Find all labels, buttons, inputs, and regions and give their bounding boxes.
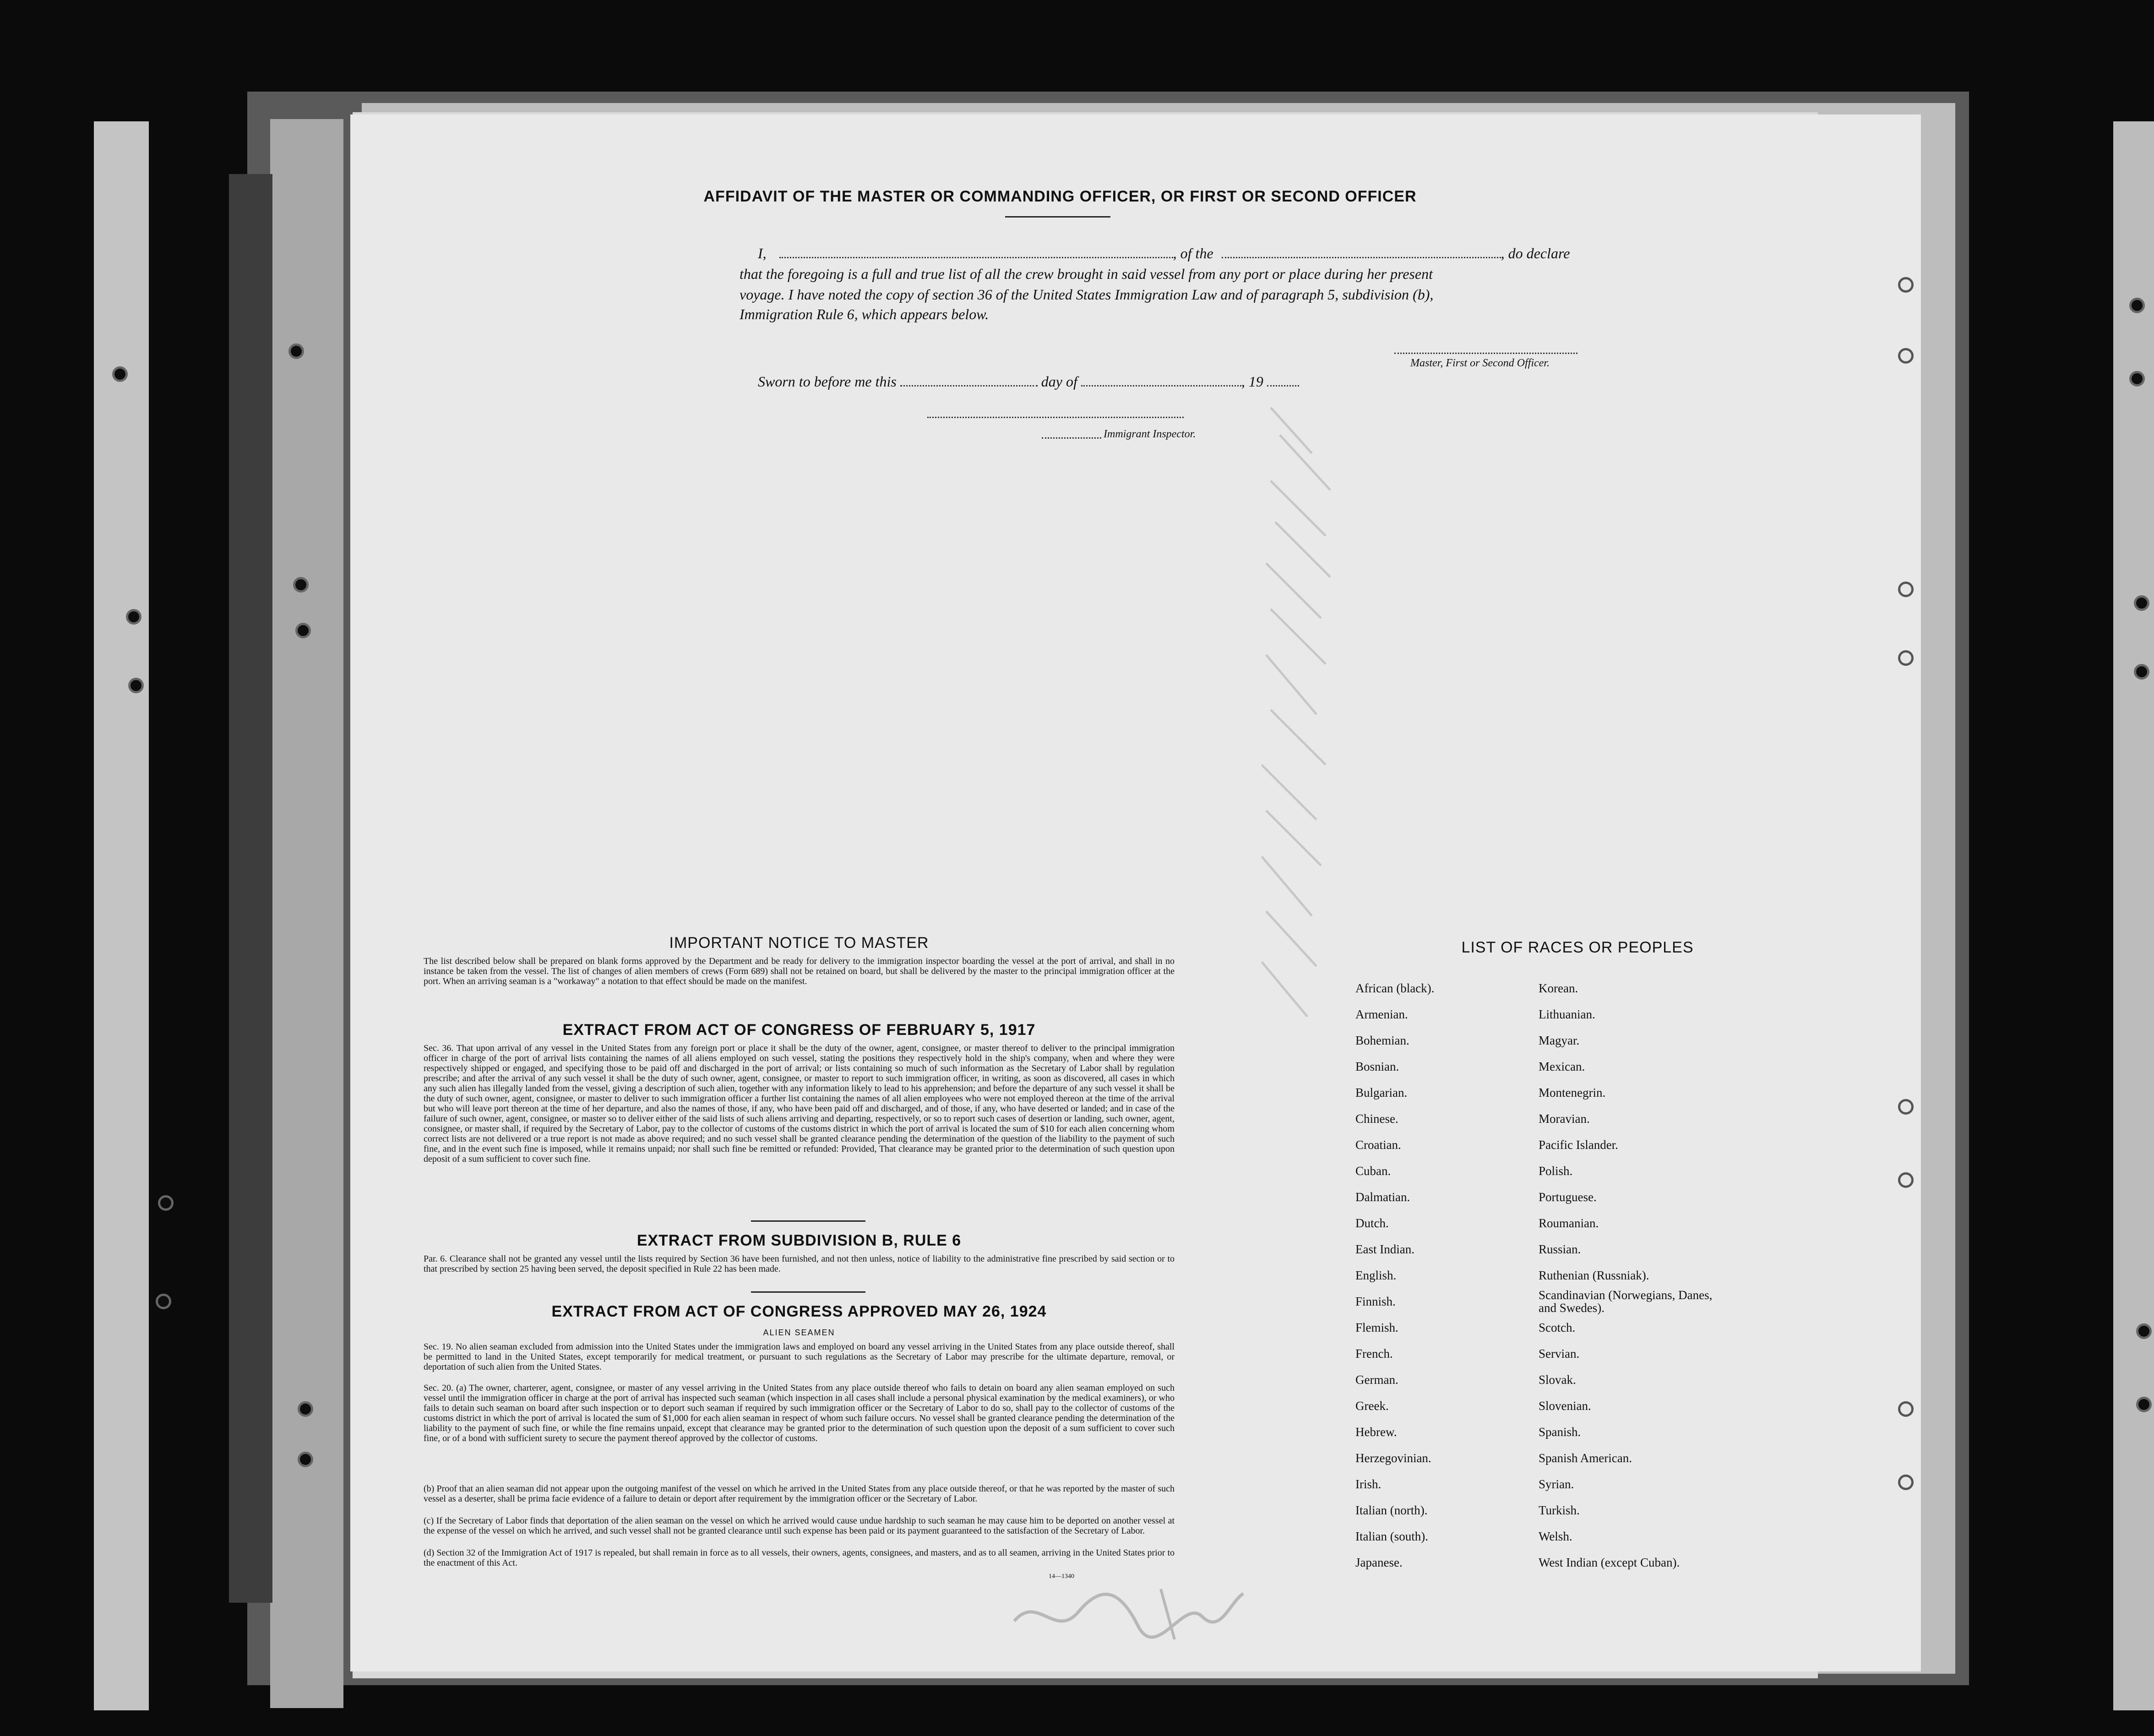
race-item: Welsh. xyxy=(1539,1529,1572,1543)
race-item: Armenian. xyxy=(1355,1007,1408,1021)
race-item: Russian. xyxy=(1539,1242,1581,1256)
punch-hole xyxy=(298,1452,313,1467)
race-item: West Indian (except Cuban). xyxy=(1539,1556,1680,1569)
name-blank-field[interactable] xyxy=(779,257,1173,258)
races-right-column xyxy=(1539,975,1722,1576)
act-1917-text: Sec. 36. That upon arrival of any vessel in the United States from any foreign port or place it shall be the duty of the owner, agent, consignee, or master thereof to deliver to the principal immigration officer in charge of the port of arrival lists containing the names of all aliens employed on such vessel, stating the positions they respectively hold in the ship's company, when and where they were respectively shipped or engaged, and specifying those to be paid off and discharged in the port of arrival; or lists containing so much of such information as the Secretary of Labor shall by regulation prescribe; and after the arrival of any such vessel it shall be the duty of such owner, agent, consignee, or master to report to such immigration officer, in writing, as soon as discovered, all cases in which any such alien has illegally landed from the vessel, giving a description of such alien, together with any information likely to lead to his apprehension; and before the departure of any such vessel it shall be the duty of such owner, agent, consignee, or master to deliver to such immigration officer a further list containing the names of all alien employees who were not employed thereon at the time of the arrival but who will leave port thereon at the time of her departure, and also the names of those, if any, who have been paid off and discharged, and of those, if any, who have deserted or landed; and in case of the failure of such owner, agent, consignee, or master so to deliver either of the said lists of such aliens arriving and departing, respectively, or so to report such cases of desertion or landing, such owner, agent, consignee, or master shall, if required by the Secretary of Labor, pay to the collector of customs of the customs district in which the port of arrival is located the sum of $10 for each alien concerning whom correct lists are not delivered or a true report is not made as above required; and no such vessel shall be granted clearance pending the determination of the question of the liability to the payment of such fine, and in the event such fine is imposed, while it remains unpaid; nor shall such fine be remitted or refunded: Provided, That clearance may be granted prior to the determination of such question upon deposit of a sum sufficient to cover such fine. xyxy=(424,1043,1175,1164)
race-item: Scotch. xyxy=(1539,1321,1576,1334)
inspector-caption: Immigrant Inspector. xyxy=(1104,428,1196,440)
left-strip-outer xyxy=(94,121,149,1710)
signature-line[interactable] xyxy=(1394,353,1577,354)
year-prefix: , 19 xyxy=(1241,373,1263,390)
punch-hole xyxy=(1898,582,1914,597)
document-page xyxy=(350,114,1921,1671)
race-item: Magyar. xyxy=(1539,1034,1580,1047)
race-item: Servian. xyxy=(1539,1347,1580,1361)
sworn-label: Sworn to before me this xyxy=(758,373,897,390)
punch-hole xyxy=(293,577,309,593)
race-item: Croatian. xyxy=(1355,1138,1401,1152)
race-item: English. xyxy=(1355,1268,1397,1282)
subdivision-text: Par. 6. Clearance shall not be granted any vessel until the lists required by Section 36 have been furnished, and not then unless, notice of liability to the administrative fine prescribed by said section or to that prescribed by section 25 having been served, the deposit specified in Rule 22 has been made. xyxy=(424,1254,1175,1274)
race-item: Italian (north). xyxy=(1355,1503,1428,1517)
affidavit-title: AFFIDAVIT OF THE MASTER OR COMMANDING OFFICER, OR FIRST OR SECOND OFFICER xyxy=(703,188,1417,205)
title-divider xyxy=(1005,216,1110,218)
sworn-line xyxy=(740,373,1299,390)
notice-text: The list described below shall be prepared on blank forms approved by the Department and be ready for delivery to the immigration inspector boarding the vessel at the port of arrival, and shall in no instance be taken from the vessel. The list of changes of alien members of crews (Form 689) shall not be retained on board, but shall be delivered by the master to the principal immigration officer at the port. When an arriving seaman is a "workaway" a notation to that effect should be made on the manifest. xyxy=(424,956,1175,986)
race-item: Cuban. xyxy=(1355,1164,1391,1178)
race-item: Finnish. xyxy=(1355,1295,1396,1308)
race-item: Bosnian. xyxy=(1355,1060,1399,1073)
right-strip xyxy=(2113,121,2154,1710)
race-item: Japanese. xyxy=(1355,1556,1403,1569)
race-item: Scandinavian (Norwegians, Danes, and Swedes). xyxy=(1539,1288,1713,1315)
punch-hole xyxy=(2136,1323,2152,1339)
act-1924-sec19: Sec. 19. No alien seaman excluded from admission into the United States under the immigration laws and employed on board any vessel arriving in the United States from any place outside thereof, shall be permitted to land in the United States, except temporarily for medical treatment, or pursuant to such regulations as the Secretary of Labor may prescribe for the ultimate departure, removal, or deportation of such alien from the United States. xyxy=(424,1342,1175,1372)
punch-hole xyxy=(1898,650,1914,666)
punch-hole xyxy=(295,623,311,638)
race-item: Dalmatian. xyxy=(1355,1190,1410,1204)
race-item: Turkish. xyxy=(1539,1503,1580,1517)
race-item: Spanish American. xyxy=(1539,1451,1632,1465)
race-item: Moravian. xyxy=(1539,1112,1590,1126)
inspector-signature-line[interactable] xyxy=(927,417,1184,418)
punch-hole xyxy=(128,678,144,693)
affidavit-body-line-2: voyage. I have noted the copy of section 36 of the United States Immigration Law and of paragraph 5, subdivision (b), xyxy=(740,286,1434,303)
faint-hatch-marks xyxy=(1262,398,1381,1049)
race-item: Herzegovinian. xyxy=(1355,1451,1431,1465)
races-title: LIST OF RACES OR PEOPLES xyxy=(1461,939,1694,956)
punch-hole xyxy=(1898,348,1914,364)
race-item: Greek. xyxy=(1355,1399,1389,1413)
inspector-short-line xyxy=(1042,437,1101,439)
act-1924-title: EXTRACT FROM ACT OF CONGRESS APPROVED MAY 26, 1924 xyxy=(551,1303,1047,1320)
race-item: German. xyxy=(1355,1373,1398,1387)
race-item: Pacific Islander. xyxy=(1539,1138,1618,1152)
punch-hole xyxy=(158,1195,174,1211)
race-item: Chinese. xyxy=(1355,1112,1398,1126)
race-item: Montenegrin. xyxy=(1539,1086,1606,1099)
race-item: Flemish. xyxy=(1355,1321,1398,1334)
race-item: Ruthenian (Russniak). xyxy=(1539,1268,1649,1282)
races-left-column xyxy=(1355,975,1529,1576)
act-1924-sec20b: (b) Proof that an alien seaman did not appear upon the outgoing manifest of the vessel on which he arrived in the United States from any place outside thereof, or that he was reported by the master of such vessel as a deserter, shall be prima facie evidence of a failure to detain or deport after requirement by the immigration officer or the Secretary of Labor. xyxy=(424,1484,1175,1504)
punch-hole xyxy=(156,1294,171,1309)
punch-hole xyxy=(2129,371,2145,386)
punch-hole xyxy=(1898,1475,1914,1490)
punch-hole xyxy=(2134,664,2149,680)
punch-hole xyxy=(1898,1172,1914,1188)
i-label: I, xyxy=(758,245,767,261)
divider-1917 xyxy=(751,1220,865,1222)
race-item: Irish. xyxy=(1355,1477,1382,1491)
act-1924-sec20a: Sec. 20. (a) The owner, charterer, agent, consignee, or master of any vessel arriving in the United States from any place outside thereof who fails to detain on board any alien seaman employed on such vessel until the immigration officer in charge at the port of arrival has inspected such seaman (which inspection in all cases shall include a personal physical examination by the medical examiners), or who fails to detain such seaman on board after such inspection or to deport such seaman if required by such immigration officer or the Secretary of Labor to do so, shall pay to the collector of customs of the customs district in which the port of arrival is located the sum of $1,000 for each alien seaman in respect of whom such failure occurs. No vessel shall be granted clearance pending the determination of the liability to the payment of such fine, or while the fine remains unpaid, except that clearance may be granted prior to the determination of such question upon the deposit of a sum sufficient to cover such fine, or of a bond with sufficient surety to secure the payment thereof approved by the collector of customs. xyxy=(424,1383,1175,1443)
punch-hole xyxy=(1898,1401,1914,1417)
signature-caption: Master, First or Second Officer. xyxy=(1410,357,1550,369)
punch-hole xyxy=(112,366,128,382)
punch-hole xyxy=(288,343,304,359)
race-item: Slovenian. xyxy=(1539,1399,1591,1413)
month-blank-field[interactable] xyxy=(1081,385,1241,386)
vessel-blank-field[interactable] xyxy=(1222,257,1501,258)
faint-handwriting xyxy=(1010,1575,1248,1649)
of-the-label: , of the xyxy=(1173,245,1213,261)
race-item: Italian (south). xyxy=(1355,1529,1428,1543)
day-blank-field[interactable] xyxy=(900,385,1038,386)
race-item: Bohemian. xyxy=(1355,1034,1409,1047)
race-item: Korean. xyxy=(1539,981,1578,995)
race-item: Mexican. xyxy=(1539,1060,1585,1073)
race-item: French. xyxy=(1355,1347,1393,1361)
year-blank-field[interactable] xyxy=(1267,385,1299,386)
act-1924-sec20c: (c) If the Secretary of Labor finds that deportation of the alien seaman on the vessel on which he arrived would cause undue hardship to such seaman he may cause him to be deported on another vessel at the expense of the vessel on which he arrived, and such vessel shall not be granted clearance until such expense has been paid or its payment guaranteed to the satisfaction of the Secretary of Labor. xyxy=(424,1516,1175,1536)
race-item: Lithuanian. xyxy=(1539,1007,1595,1021)
race-item: Hebrew. xyxy=(1355,1425,1397,1439)
left-strip-inner xyxy=(270,119,343,1708)
race-item: Syrian. xyxy=(1539,1477,1574,1491)
affidavit-body-line-1: that the foregoing is a full and true list of all the crew brought in said vessel from any port or place during her present xyxy=(740,266,1433,282)
affidavit-body-line-3: Immigration Rule 6, which appears below. xyxy=(740,306,989,322)
divider-subdivision xyxy=(751,1291,865,1293)
race-item: Roumanian. xyxy=(1539,1216,1599,1230)
notice-title: IMPORTANT NOTICE TO MASTER xyxy=(669,934,929,952)
race-item: Slovak. xyxy=(1539,1373,1576,1387)
race-item: Polish. xyxy=(1539,1164,1573,1178)
act-1924-sec20d: (d) Section 32 of the Immigration Act of 1917 is repealed, but shall remain in force as to all vessels, their owners, agents, consignees, and masters, and as to all seamen, arriving in the United States prior to the enactment of this Act. xyxy=(424,1548,1175,1568)
punch-hole xyxy=(298,1401,313,1417)
punch-hole xyxy=(2136,1397,2152,1412)
left-strip-dark xyxy=(229,174,272,1603)
race-item: East Indian. xyxy=(1355,1242,1414,1256)
act-1917-title: EXTRACT FROM ACT OF CONGRESS OF FEBRUARY 5, 1917 xyxy=(562,1021,1036,1039)
race-item: Portuguese. xyxy=(1539,1190,1597,1204)
punch-hole xyxy=(2129,298,2145,313)
race-item: Bulgarian. xyxy=(1355,1086,1408,1099)
punch-hole xyxy=(126,609,141,625)
race-item: Spanish. xyxy=(1539,1425,1581,1439)
day-of-label: day of xyxy=(1041,373,1077,390)
form-number: 14—1340 xyxy=(1049,1573,1074,1580)
punch-hole xyxy=(1898,277,1914,293)
punch-hole xyxy=(1898,1099,1914,1115)
alien-seamen-subtitle: ALIEN SEAMEN xyxy=(763,1328,835,1337)
affidavit-declaration-line xyxy=(740,245,1655,262)
subdivision-title: EXTRACT FROM SUBDIVISION B, RULE 6 xyxy=(636,1232,962,1249)
race-item: African (black). xyxy=(1355,981,1435,995)
punch-hole xyxy=(2134,595,2149,611)
do-declare-label: , do declare xyxy=(1501,245,1570,261)
race-item: Dutch. xyxy=(1355,1216,1389,1230)
